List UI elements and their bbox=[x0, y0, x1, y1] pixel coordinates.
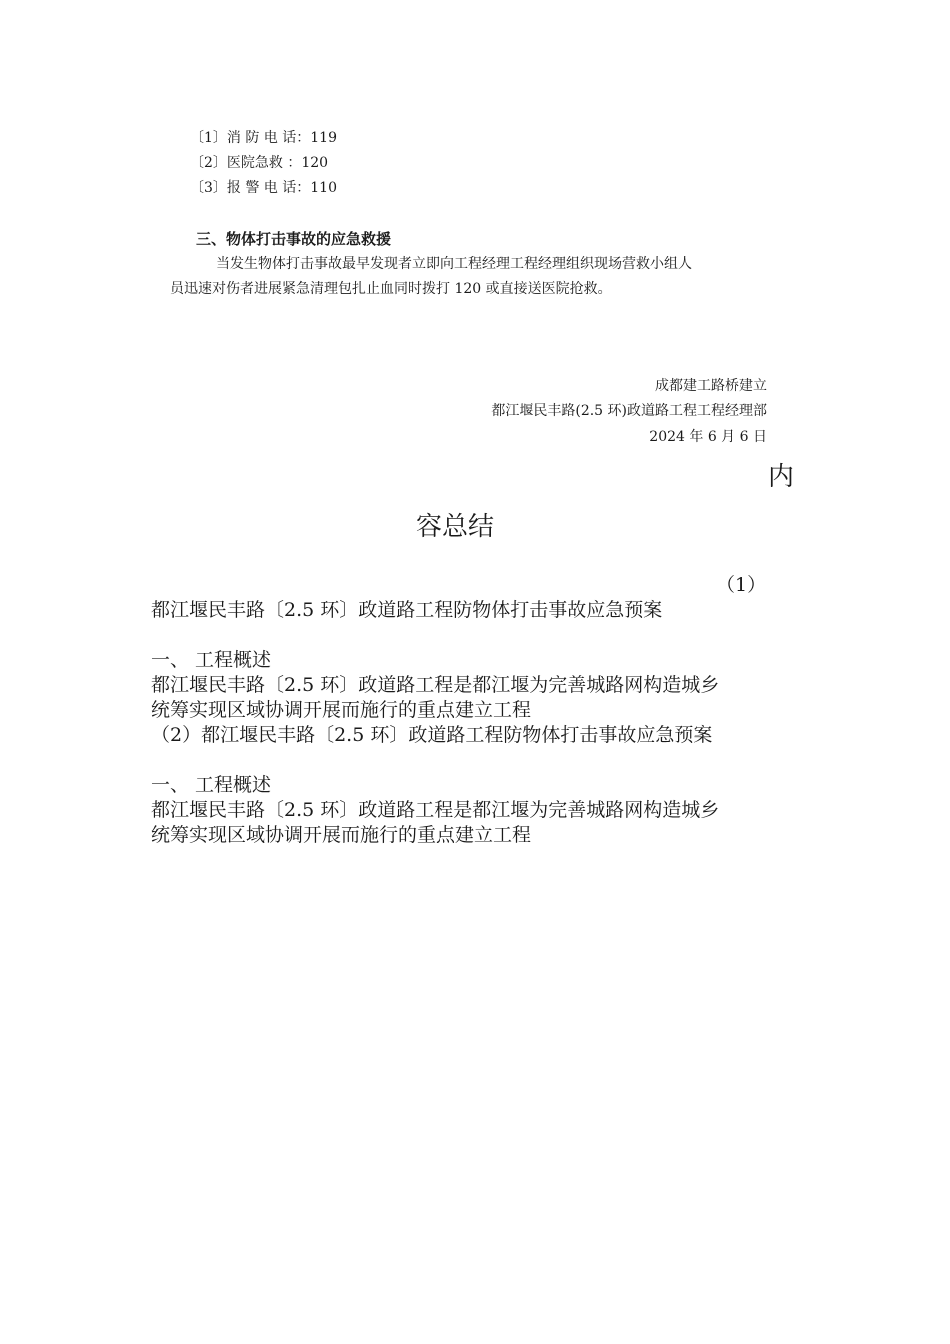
item2-line-1: 都江堰民丰路〔2.5 环〕政道路工程是都江堰为完善城路网构造城乡 bbox=[151, 799, 720, 821]
section-body-line-1: 当发生物体打击事故最早发现者立即向工程经理工程经理组织现场营救小组人 bbox=[216, 256, 692, 272]
section-heading: 三、物体打击事故的应急救援 bbox=[196, 230, 392, 248]
summary-title-part1: 内 bbox=[768, 462, 795, 492]
section-body-line-2: 员迅速对伤者进展紧急清理包扎止血同时拨打 120 或直接送医院抢救。 bbox=[170, 281, 612, 297]
item1-marker: （1） bbox=[716, 574, 767, 596]
phone-hospital: 〔2〕医院急救 ：120 bbox=[190, 155, 329, 171]
item1-line-2: 统筹实现区域协调开展而施行的重点建立工程 bbox=[151, 699, 532, 721]
item2-title: （2）都江堰民丰路〔2.5 环〕政道路工程防物体打击事故应急预案 bbox=[151, 724, 713, 746]
summary-title-part2: 容总结 bbox=[416, 512, 495, 542]
signature-org: 成都建工路桥建立 bbox=[655, 378, 767, 394]
item2-heading: 一、 工程概述 bbox=[151, 774, 272, 796]
signature-dept: 都江堰民丰路(2.5 环)政道路工程工程经理部 bbox=[491, 403, 767, 419]
item1-line-1: 都江堰民丰路〔2.5 环〕政道路工程是都江堰为完善城路网构造城乡 bbox=[151, 674, 720, 696]
signature-date: 2024 年 6 月 6 日 bbox=[649, 429, 767, 445]
phone-police: 〔3〕报 警 电 话：110 bbox=[190, 180, 337, 196]
item1-title: 都江堰民丰路〔2.5 环〕政道路工程防物体打击事故应急预案 bbox=[151, 599, 663, 621]
item2-line-2: 统筹实现区域协调开展而施行的重点建立工程 bbox=[151, 824, 532, 846]
phone-fire: 〔1〕消 防 电 话：119 bbox=[190, 130, 337, 146]
item1-heading: 一、 工程概述 bbox=[151, 649, 272, 671]
